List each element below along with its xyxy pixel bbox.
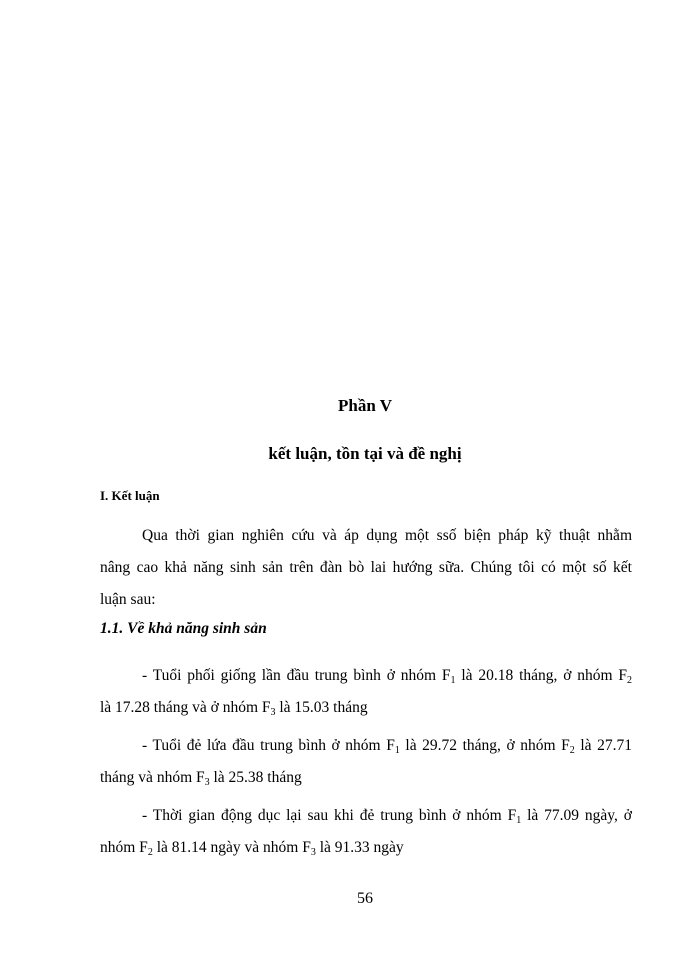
section-heading: I. Kết luận bbox=[100, 488, 160, 503]
intro-line-3: luận sau: bbox=[100, 591, 156, 608]
bullet-1 bbox=[100, 660, 632, 724]
bullet-3 bbox=[100, 800, 632, 864]
bullet-2-line-1: - Tuổi đẻ lứa đầu trung bình ở nhóm $F_1$ là 29.72 tháng, ở nhóm $F_2$ là 27.71 bbox=[142, 737, 632, 756]
bullet-3-line-2: nhóm $F_2$ là 81.14 ngày và nhóm $F_3$ là 91.33 ngày bbox=[100, 839, 404, 858]
bullet-3-line-1: - Thời gian động dục lại sau khi đẻ trung bình ở nhóm $F_1$ là 77.09 ngày, ở bbox=[142, 807, 632, 826]
intro-paragraph bbox=[100, 520, 632, 616]
bullet-2 bbox=[100, 730, 632, 794]
bullet-2-line-2: tháng và nhóm $F_3$ là 25.38 tháng bbox=[100, 769, 302, 788]
part-title: Phần V bbox=[337, 396, 392, 415]
bullet-1-line-1: - Tuổi phối giống lần đầu trung bình ở nhóm $F_1$ là 20.18 tháng, ở nhóm $F_2$ bbox=[142, 667, 633, 686]
page-number: 56 bbox=[357, 890, 373, 907]
intro-line-1: Qua thời gian nghiên cứu và áp dụng một ssố biện pháp kỹ thuật nhằm bbox=[142, 527, 632, 544]
chapter-title: kết luận, tồn tại và đề nghị bbox=[268, 444, 462, 463]
subsection-title: 1.1. Về khả năng sinh sản bbox=[100, 620, 267, 637]
bullet-1-line-2: là 17.28 tháng và ở nhóm $F_3$ là 15.03 tháng bbox=[100, 699, 368, 718]
intro-line-2: nâng cao khả năng sinh sản trên đàn bò lai hướng sữa. Chúng tôi có một số kết bbox=[100, 559, 632, 576]
